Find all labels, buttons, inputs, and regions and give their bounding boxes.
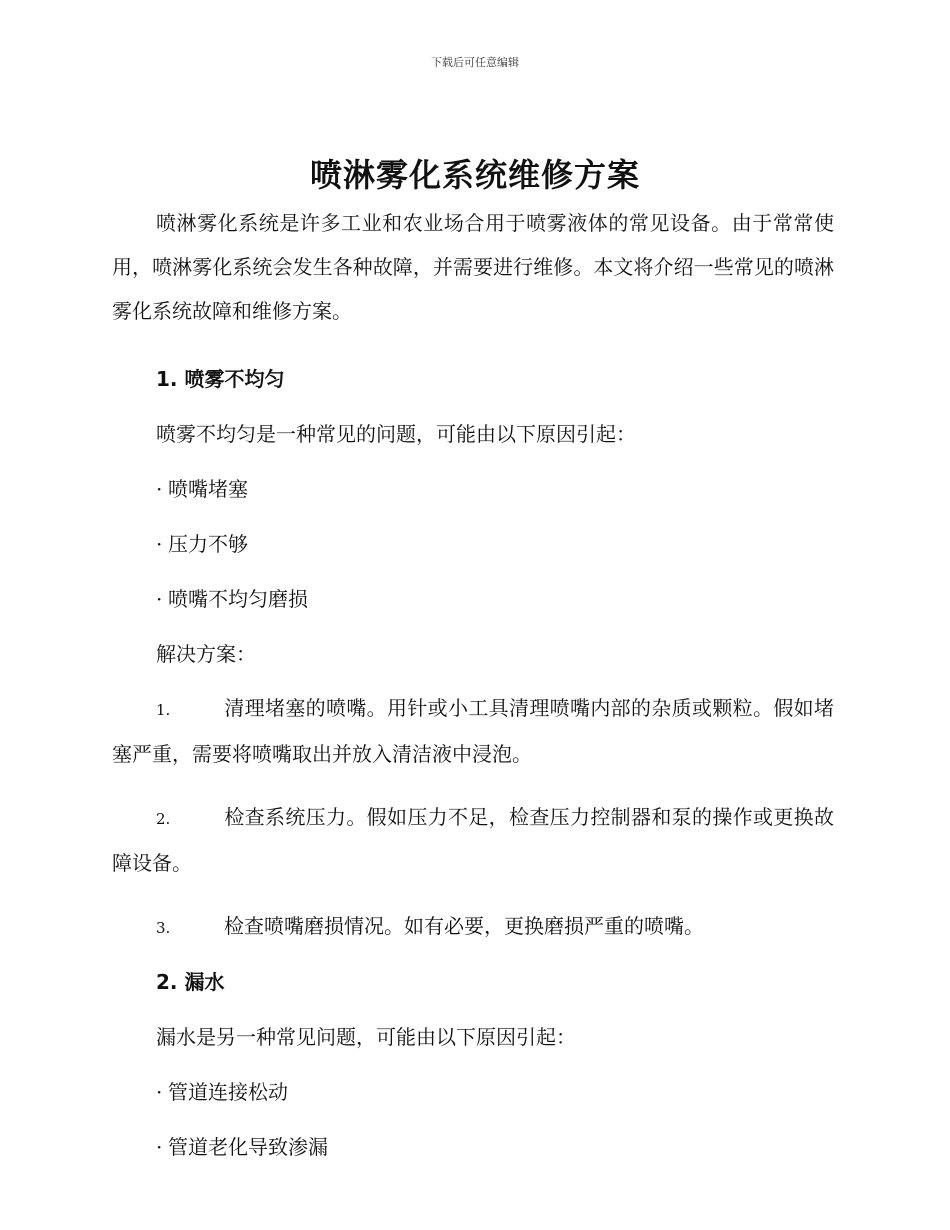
section2-lead: 漏水是另一种常见问题，可能由以下原因引起： bbox=[156, 1025, 576, 1049]
numbered-step bbox=[112, 904, 834, 950]
numbered-step bbox=[112, 686, 834, 776]
numbered-step bbox=[112, 795, 834, 885]
bullet-text: 管道连接松动 bbox=[168, 1080, 288, 1104]
bullet-dot: · bbox=[156, 587, 163, 611]
bullet-item bbox=[112, 586, 834, 612]
intro-paragraph: 喷淋雾化系统是许多工业和农业场合用于喷雾液体的常见设备。由于常常使用，喷淋雾化系统会发生各种故障，并需要进行维修。本文将介绍一些常见的喷淋雾化系统故障和维修方案。 bbox=[112, 211, 834, 323]
bullet-text: 管道老化导致渗漏 bbox=[168, 1135, 328, 1159]
step-text: 检查系统压力。假如压力不足，检查压力控制器和泵的操作或更换故障设备。 bbox=[112, 805, 834, 875]
bullet-item bbox=[112, 1079, 834, 1105]
document-title: 喷淋雾化系统维修方案 bbox=[309, 156, 640, 194]
bullet-item bbox=[112, 476, 834, 502]
bullet-dot: · bbox=[156, 477, 163, 501]
bullet-text: 压力不够 bbox=[168, 532, 248, 556]
bullet-text: 喷嘴堵塞 bbox=[168, 477, 248, 501]
bullet-dot: · bbox=[156, 1080, 163, 1104]
step-text: 检查喷嘴磨损情况。如有必要，更换磨损严重的喷嘴。 bbox=[224, 914, 704, 938]
step-number: 3. bbox=[156, 919, 171, 937]
bullet-text: 喷嘴不均匀磨损 bbox=[168, 587, 308, 611]
step-text: 清理堵塞的喷嘴。用针或小工具清理喷嘴内部的杂质或颗粒。假如堵塞严重，需要将喷嘴取出并放入清洁液中浸泡。 bbox=[112, 696, 834, 766]
header-note: 下载后可任意编辑 bbox=[431, 56, 519, 69]
step-number: 2. bbox=[156, 810, 171, 828]
bullet-item bbox=[112, 531, 834, 557]
bullet-dot: · bbox=[156, 1135, 163, 1159]
section-heading-1: 1. 喷雾不均匀 bbox=[156, 367, 285, 391]
document-body bbox=[112, 201, 834, 1160]
step-number: 1. bbox=[156, 701, 171, 719]
bullet-item bbox=[112, 1134, 834, 1160]
bullet-dot: · bbox=[156, 532, 163, 556]
section-heading-2: 2. 漏水 bbox=[156, 970, 225, 994]
solution-label: 解决方案： bbox=[156, 642, 256, 666]
section1-lead: 喷雾不均匀是一种常见的问题，可能由以下原因引起： bbox=[156, 422, 636, 446]
